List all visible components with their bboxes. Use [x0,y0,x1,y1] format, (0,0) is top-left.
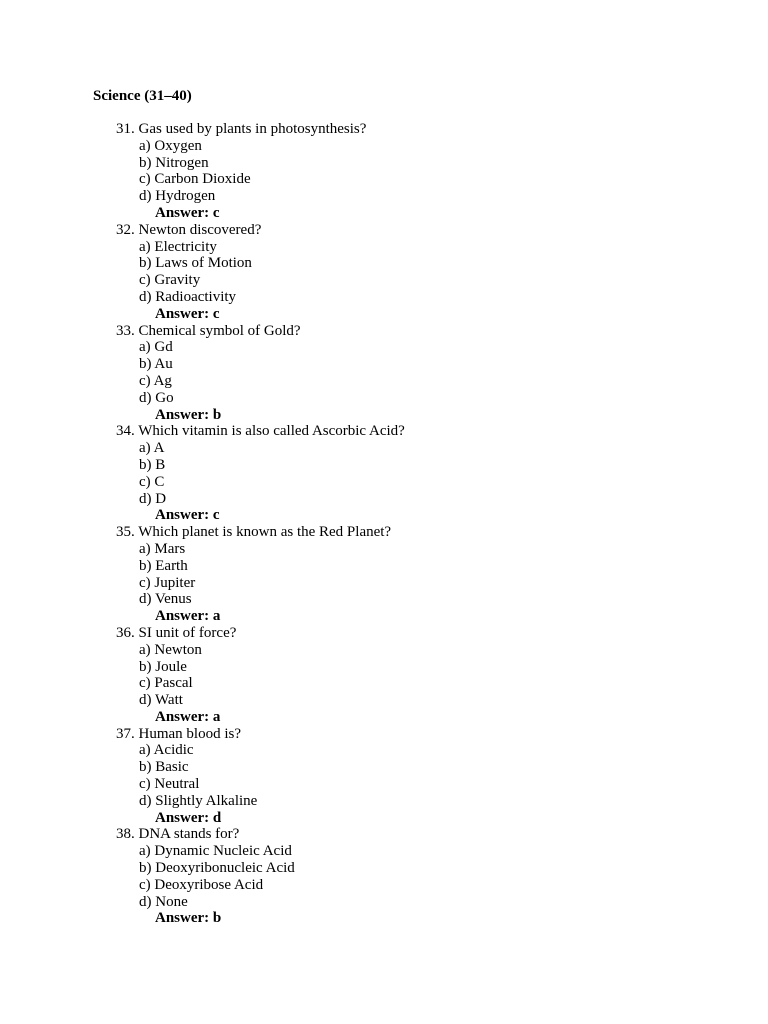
answer-option: b) Basic [139,759,189,776]
answer-option: b) Nitrogen [139,154,209,171]
answer-option: b) Joule [139,658,187,675]
answer-option: d) D [139,490,167,507]
answer-option: a) Mars [139,540,186,557]
answer-key: Answer: c [155,305,220,322]
answer-option: c) C [139,473,165,490]
answer-option: b) Earth [139,557,188,574]
question-block [0,625,768,726]
answer-option: d) None [139,893,188,910]
question-list [0,121,768,927]
answer-option: a) Dynamic Nucleic Acid [139,843,292,860]
answer-option: d) Venus [139,591,192,608]
question-text: 37. Human blood is? [116,725,241,742]
answer-option: b) Laws of Motion [139,255,252,272]
answer-option: d) Go [139,389,174,406]
question-block [0,726,768,827]
answer-option: d) Radioactivity [139,288,237,305]
answer-option: c) Gravity [139,272,201,289]
answer-option: c) Ag [139,372,172,389]
question-text: 33. Chemical symbol of Gold? [116,322,301,339]
question-block [0,222,768,323]
section-title: Science (31–40) [93,88,192,104]
question-block [0,323,768,424]
answer-option: b) Deoxyribonucleic Acid [139,860,295,877]
answer-option: c) Pascal [139,675,193,692]
answer-key: Answer: c [155,507,220,524]
answer-key: Answer: c [155,204,220,221]
answer-option: a) Oxygen [139,137,202,154]
answer-option: c) Deoxyribose Acid [139,876,264,893]
answer-key: Answer: d [155,809,222,826]
answer-option: d) Slightly Alkaline [139,792,258,809]
answer-option: b) B [139,456,166,473]
question-block [0,524,768,625]
answer-option: c) Carbon Dioxide [139,171,251,188]
answer-option: d) Watt [139,692,183,709]
answer-option: c) Neutral [139,776,200,793]
answer-option: a) Acidic [139,742,194,759]
answer-key: Answer: a [155,708,221,725]
question-block [0,826,768,927]
answer-option: a) Gd [139,339,173,356]
answer-option: d) Hydrogen [139,188,216,205]
question-text: 34. Which vitamin is also called Ascorbic Acid? [116,423,405,440]
question-text: 36. SI unit of force? [116,624,237,641]
question-text: 31. Gas used by plants in photosynthesis? [116,121,367,137]
answer-option: a) Electricity [139,238,217,255]
question-text: 38. DNA stands for? [116,826,240,843]
question-block [0,121,768,222]
answer-option: b) Au [139,356,173,373]
answer-key: Answer: a [155,608,221,625]
question-block [0,423,768,524]
answer-option: c) Jupiter [139,574,196,591]
question-text: 35. Which planet is known as the Red Planet? [116,524,392,541]
answer-option: a) Newton [139,641,202,658]
answer-option: a) A [139,440,165,457]
answer-key: Answer: b [155,910,222,927]
answer-key: Answer: b [155,406,222,423]
question-text: 32. Newton discovered? [116,221,262,238]
